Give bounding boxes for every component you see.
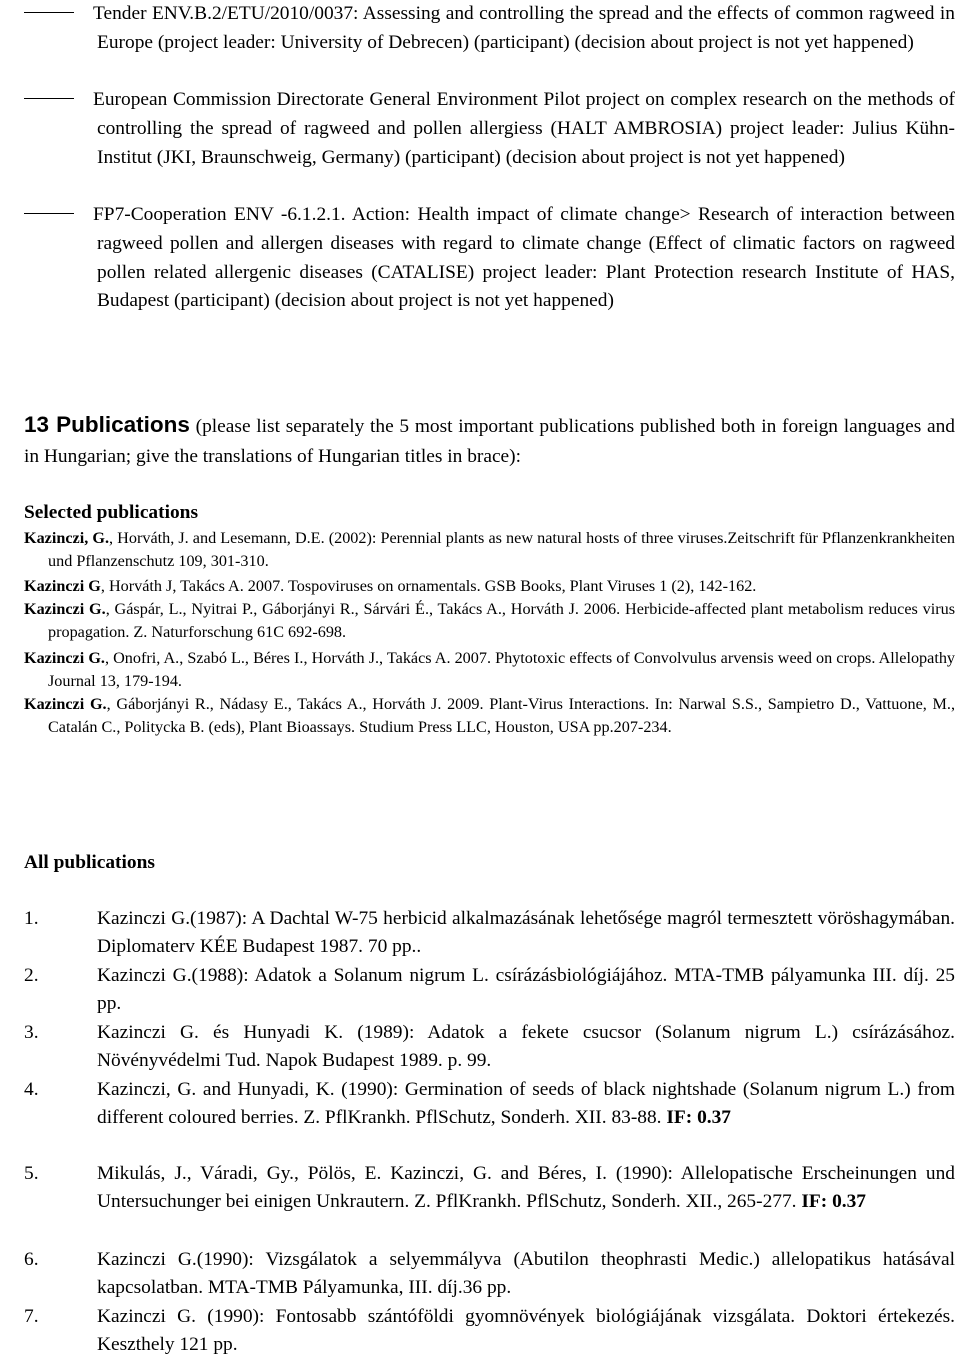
publication-entry — [24, 1246, 955, 1301]
dash-bullet — [24, 98, 74, 99]
publication-entry — [24, 962, 955, 1017]
entry-text: Kazinczi G. (1990): Fontosabb szántóföldi gyomnövények biológiájának vizsgálata. Doktori értekezés. Keszthely 121 pp. — [97, 1306, 955, 1355]
pub-authors: Kazinczi G — [24, 577, 101, 595]
project-text: Tender ENV.B.2/ETU/2010/0037: Assessing and controlling the spread and the effects of common ragweed in Europe (project leader: University of Debrecen) (participant) (decision about project is not yet happened) — [93, 3, 955, 53]
selected-publication — [24, 527, 955, 573]
project-text: European Commission Directorate General Environment Pilot project on complex research on the methods of controlling the spread of ragweed and pollen allergiess (HALT AMBROSIA) project leader: Julius Kühn-Institut (JKI, Braunschweig, Germany) (participant) (decision about project is not yet happened) — [93, 89, 955, 168]
impact-factor: IF: 0.37 — [666, 1106, 732, 1128]
entry-number: 6. — [24, 1249, 39, 1270]
entry-number: 4. — [24, 1079, 39, 1100]
section-title: 13 Publications — [24, 412, 190, 437]
selected-publications-heading: Selected publications — [24, 502, 198, 523]
selected-publication — [24, 647, 955, 693]
pub-authors: Kazinczi, G. — [24, 529, 110, 547]
entry-number: 3. — [24, 1022, 39, 1043]
dash-bullet — [24, 12, 74, 13]
pub-authors: Kazinczi G. — [24, 600, 106, 618]
impact-factor: IF: 0.37 — [801, 1190, 867, 1212]
selected-publication — [24, 693, 955, 739]
entry-text: Kazinczi G.(1988): Adatok a Solanum nigrum L. csírázásbiológiájához. MTA-TMB pályamunka III. díj. 25 pp. — [97, 965, 955, 1014]
pub-citation: , Horváth J, Takács A. 2007. Tospoviruses on ornamentals. GSB Books, Plant Viruses 1 (2), 142-162. — [100, 577, 757, 595]
publication-entry — [24, 905, 955, 960]
publication-entry — [24, 1076, 955, 1131]
publication-entry — [24, 1303, 955, 1358]
publications-section-heading — [24, 410, 955, 472]
selected-publication — [24, 575, 955, 598]
project-item — [24, 86, 955, 172]
entry-text: Kazinczi G.(1990): Vizsgálatok a selyemmályva (Abutilon theophrasti Medic.) allelopatikus hatásával kapcsolatban. MTA-TMB Pályamunka, III. díj.36 pp. — [97, 1249, 955, 1298]
entry-text: Kazinczi, G. and Hunyadi, K. (1990): Germination of seeds of black nightshade (Solanum nigrum L.) from different coloured berries. Z. PflKrankh. PflSchutz, Sonderh. XII. 83-88. — [97, 1079, 955, 1128]
pub-authors: Kazinczi G. — [24, 649, 105, 667]
entry-number: 2. — [24, 965, 39, 986]
project-item — [24, 0, 955, 58]
pub-citation: , Horváth, J. and Lesemann, D.E. (2002): Perennial plants as new natural hosts of three viruses.Zeitschrift für Pflanzenkrankheiten und Pflanzenschutz 109, 301-310. — [48, 529, 956, 570]
pub-citation: , Gáspár, L., Nyitrai P., Gáborjányi R., Sárvári É., Takács A., Horváth J. 2006. Herbicide-affected plant metabolism reduces virus propagation. Z. Naturforschung 61C 692-698. — [48, 600, 955, 641]
all-publications-heading: All publications — [24, 852, 155, 873]
entry-number: 5. — [24, 1163, 39, 1184]
section-instruction: (please list separately the 5 most important publications published both in foreign languages and in Hungarian; give the translations of Hungarian titles in brace): — [24, 416, 955, 467]
publication-entry — [24, 1160, 955, 1215]
entry-text: Mikulás, J., Váradi, Gy., Pölös, E. Kazinczi, G. and Béres, I. (1990): Allelopatische Erscheinungen und Untersuchunger bei einigen Unkrautern. Z. PflKrankh. PflSchutz, Sonderh. XII., 265-277. — [97, 1163, 955, 1212]
pub-authors: Kazinczi G. — [24, 695, 107, 713]
entry-number: 1. — [24, 908, 39, 929]
dash-bullet — [24, 213, 74, 214]
project-item — [24, 201, 955, 316]
project-text: FP7-Cooperation ENV -6.1.2.1. Action: Health impact of climate change> Research of interaction between ragweed pollen and allergen diseases with regard to climate change (Effect of climatic factors on ragweed pollen related allergenic diseases (CATALISE) project leader: Plant Protection research Institute of HAS, Budapest (participant) (decision about project is not yet happened) — [93, 204, 955, 312]
pub-citation: , Gáborjányi R., Nádasy E., Takács A., Horváth J. 2009. Plant-Virus Interactions. In: Narwal S.S., Sampietro D., Vattuone, M., Catalán C., Politycka B. (eds), Plant Bioassays. Studium Press LLC, Houston, USA pp.207-234. — [48, 695, 956, 736]
pub-citation: , Onofri, A., Szabó L., Béres I., Horváth J., Takács A. 2007. Phytotoxic effects of Convolvulus arvensis weed on crops. Allelopathy Journal 13, 179-194. — [48, 649, 956, 690]
entry-text: Kazinczi G. és Hunyadi K. (1989): Adatok a fekete csucsor (Solanum nigrum L.) csírázásához. Növényvédelmi Tud. Napok Budapest 1989. p. 99. — [97, 1022, 955, 1071]
publication-entry — [24, 1019, 955, 1074]
entry-text: Kazinczi G.(1987): A Dachtal W-75 herbicid alkalmazásának lehetősége magról termesztett vöröshagymában. Diplomaterv KÉE Budapest 1987. 70 pp.. — [97, 908, 955, 957]
selected-publication — [24, 598, 955, 644]
entry-number: 7. — [24, 1306, 39, 1327]
